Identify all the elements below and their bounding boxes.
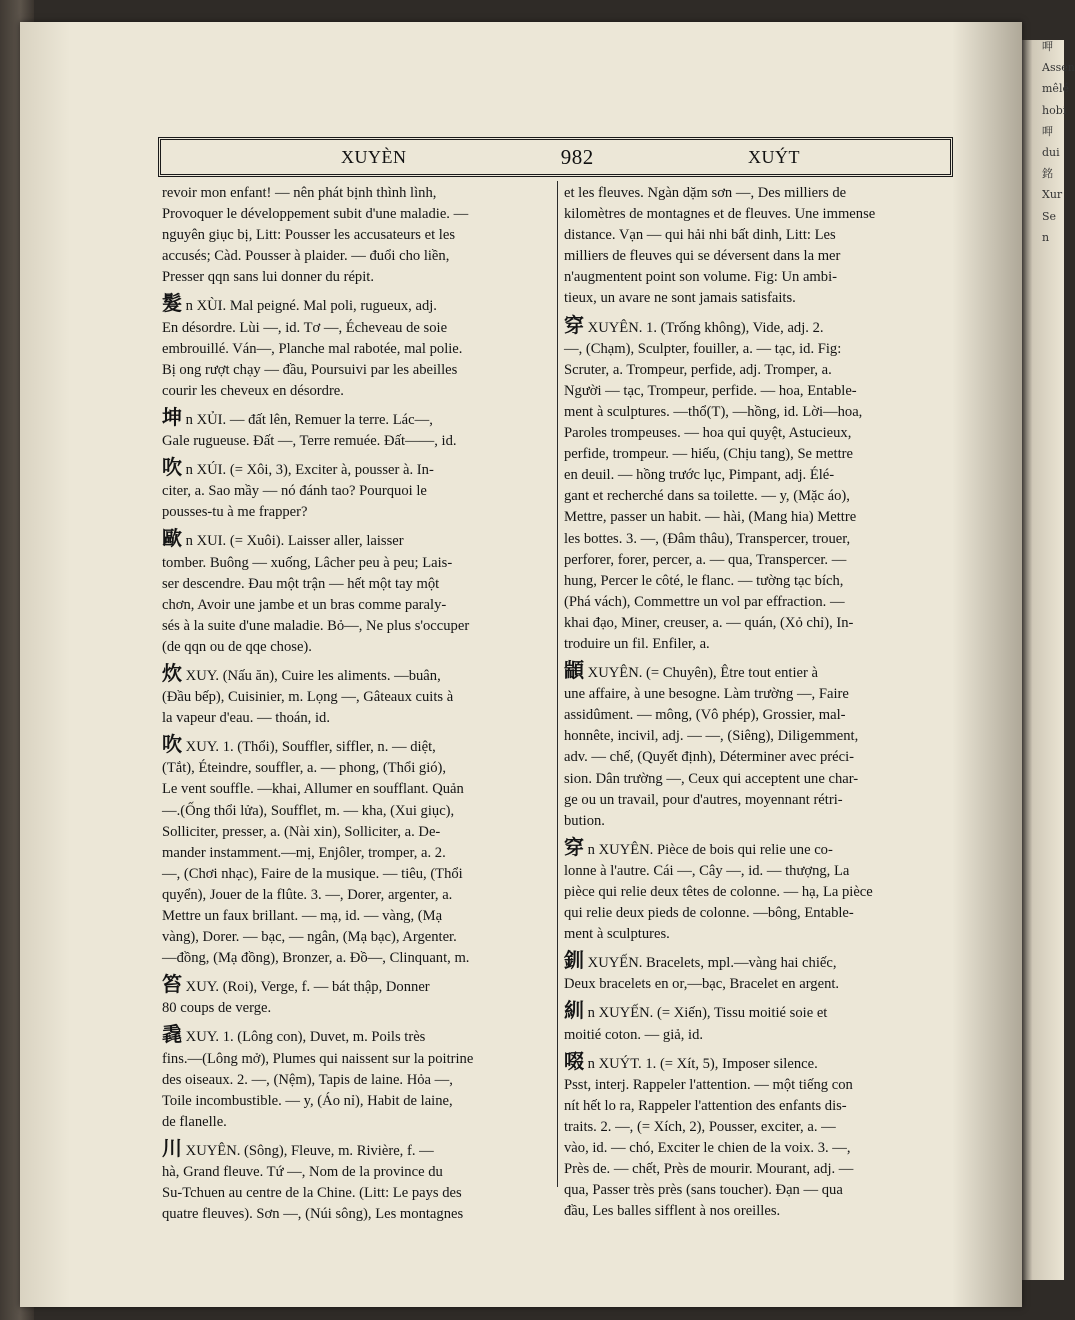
entry-text: En désordre. Lùi —, id. Tơ —, Écheveau de soie [162,319,448,336]
adjacent-page-fragment: Xur [1042,188,1063,202]
entry-line [564,903,957,924]
entry-line [162,183,555,204]
entry-text: citer, a. Sao mầy — nó đánh tao? Pourquoi le [162,483,427,500]
headword-character: 歐 [162,528,182,551]
entry-text: (Phá vách), Commettre un vol par effraction. — [564,593,845,610]
entry-text: pousses-tu à me frapper? [162,504,308,521]
entry-line [162,885,555,906]
headword-character: 笞 [162,974,182,997]
entry-text: kilomètres de montagnes et de fleuves. Une immense [564,206,876,223]
entry-text: qui relie deux pieds de colonne. —bông, Entable- [564,905,854,922]
dictionary-entry [564,1001,957,1045]
entry-line [162,998,555,1019]
entry-line [564,1117,957,1138]
entry-text: une affaire, à une besogne. Làm trường —, Faire [564,686,849,703]
entry-line [162,381,555,402]
entry-text: de flanelle. [162,1113,227,1130]
entry-text: nguyên giục bị, Litt: Pousser les accusateurs et les [162,227,456,244]
entry-text: distance. Vạn — qui hải nhi bất dinh, Litt: Les [564,227,836,244]
entry-line [564,974,957,995]
entry-line [564,1052,957,1075]
entry-line [162,864,555,885]
entry-text: 80 coups de verge. [162,1000,272,1017]
entry-text: moitié coton. — giả, id. [564,1026,704,1043]
entry-text: XUY. (Nấu ăn), Cuire les aliments. —buân, [185,667,441,684]
entry-text: n XÚI. (= Xôi, 3), Exciter à, pousser à. In- [185,462,434,479]
entry-line [162,843,555,864]
entry-text: Solliciter, presser, a. (Nài xin), Solliciter, a. De- [162,823,441,840]
entry-text: —đồng, (Mạ đồng), Bronzer, a. Đồ—, Clinquant, m. [162,950,470,967]
adjacent-page-fragment: dui [1042,145,1060,159]
entry-line [564,924,957,945]
dictionary-entry [162,975,555,1019]
entry-text: nít hết lo ra, Rappeler l'attention des enfants dis- [564,1097,847,1114]
headword-character: 吹 [162,734,182,757]
entry-line [564,705,957,726]
entry-text: les bottes. 3. —, (Đâm thâu), Transpercer, trouer, [564,530,851,547]
entry-line [162,779,555,800]
dictionary-entry [162,1025,555,1132]
entry-line [564,183,957,204]
entry-text: Le vent souffle. —khai, Allumer en soufflant. Quản [162,781,464,798]
entry-text: accusés; Càd. Pousser à plaider. — đuổi cho liền, [162,248,450,265]
entry-text: qua, Passer très près (sans toucher). Đạn — qua [564,1182,843,1199]
entry-text: fins.—(Lông mở), Plumes qui naissent sur la poitrine [162,1050,474,1067]
headword-character: 紃 [564,1000,584,1023]
page-number: 982 [560,144,594,169]
entry-text: Psst, interj. Rappeler l'attention. — một tiếng con [564,1076,853,1093]
entry-text: —.(Ống thổi lửa), Soufflet, m. — kha, (Xui giục), [162,802,455,819]
entry-line [162,294,555,317]
entry-text: Toile incombustible. — y, (Áo nỉ), Habit de laine, [162,1092,453,1109]
dictionary-entry [564,316,957,656]
entry-text: n XUYÊN. Pièce de bois qui relie une co- [587,841,833,858]
entry-text: chơn, Avoir une jambe et un bras comme paraly- [162,596,447,613]
adjacent-page-fragment: Se [1042,209,1057,223]
column-divider [557,181,558,1187]
entry-text: XUYÊN. 1. (Trống không), Vide, adj. 2. [587,319,824,336]
entry-text: la vapeur d'eau. — thoán, id. [162,710,330,727]
headword-character: 川 [162,1137,182,1160]
entry-text: Deux bracelets en or,—bạc, Bracelet en argent. [564,976,840,993]
entry-text: n'augmentent point son volume. Fig: Un ambi- [564,269,837,286]
entry-text: Mettre un faux brillant. — mạ, id. — vàng, (Mạ [162,908,443,924]
entry-text: bution. [564,812,605,829]
entry-line [564,402,957,423]
entry-line [162,408,555,431]
entry-line [162,204,555,225]
dictionary-entry [564,661,957,832]
adjacent-page-fragment: hobi [1042,103,1067,117]
entry-line [162,553,555,574]
dictionary-entry [162,183,555,288]
entry-line [162,574,555,595]
headword-character: 穿 [564,314,584,337]
entry-text: đầu, Les balles sifflent à nos oreilles. [564,1203,781,1220]
entry-text: lonne à l'autre. Cái —, Cây —, id. — thượng, La [564,862,850,879]
entry-text: n XUÝT. 1. (= Xít, 5), Imposer silence. [587,1055,818,1072]
entry-text: tieux, un avare ne sont jamais satisfaits. [564,290,796,307]
entry-text: XUYÊN. (= Chuyên), Être tout entier à [587,665,818,682]
entry-line [564,381,957,402]
entry-line [564,592,957,613]
headword-character: 吹 [162,457,182,480]
entry-line [564,486,957,507]
entry-text: n XUI. (= Xuôi). Laisser aller, laisser [185,533,404,550]
entry-text: n XỦI. — đất lên, Remuer la terre. Lác—, [185,411,433,428]
entry-line [162,758,555,779]
entry-line [162,595,555,616]
entry-text: Người — tạc, Trompeur, perfide. — hoa, Entable- [564,382,857,399]
entry-line [564,1096,957,1117]
entry-line [564,571,957,592]
entry-line [564,316,957,339]
entry-line [564,1180,957,1201]
entry-line [564,613,957,634]
entry-text: XUY. (Roi), Verge, f. — bát thập, Donner [185,979,430,996]
entry-line [162,1091,555,1112]
headword-character: 髮 [162,293,182,316]
entry-text: —, (Chơi nhạc), Faire de la musique. — tiêu, (Thổi [162,865,463,882]
entry-text: embrouillé. Ván—, Planche mal rabotée, mal polie. [162,340,463,357]
entry-line [162,225,555,246]
entry-text: —, (Chạm), Sculpter, fouiller, a. — tạc, id. Fig: [564,340,842,357]
entry-line [162,948,555,969]
entry-text: khai đạo, Miner, creuser, a. — quán, (Xỏ chỉ), In- [564,614,854,631]
entry-text: vào, id. — chó, Exciter le chien de la voix. 3. —, [564,1140,851,1157]
adjacent-page-fragment: Assen [1042,61,1075,75]
entry-line [564,465,957,486]
header-left-word: XUYÈN [341,146,407,167]
entry-line [564,634,957,655]
running-header [158,137,953,177]
entry-text: assidûment. — mông, (Vô phép), Grossier, mal- [564,707,846,724]
entry-text: Su-Tchuen au centre de la Chine. (Litt: Le pays des [162,1185,462,1202]
entry-text: pièce qui relie deux têtes de colonne. — hạ, La pièce [564,884,873,900]
entry-text: perforer, forer, percer, a. — qua, Transpercer. — [564,551,847,568]
entry-text: ge ou un travail, pour d'autres, moyennant rétri- [564,791,843,808]
entry-text: en deuil. — hồng trước lục, Pimpant, adj. Élé- [564,467,835,484]
entry-text: milliers de fleuves qui se déversent dans la mer [564,248,841,265]
entry-text: honnête, incivil, adj. — —, (Siêng), Diligemment, [564,728,859,745]
entry-line [162,431,555,452]
entry-line [162,616,555,637]
entry-line [162,1070,555,1091]
dictionary-entry [162,529,555,658]
entry-text: XUYÊN. (Sông), Fleuve, m. Rivière, f. — [185,1142,434,1159]
entry-line [162,1183,555,1204]
entry-text: Scruter, a. Trompeur, perfide, adj. Tromper, a. [564,361,832,378]
entry-text: (Đầu bếp), Cuisinier, m. Lọng —, Gâteaux cuits à [162,689,454,706]
entry-line [564,726,957,747]
entry-text: perfide, trompeur. — hiếu, (Chịu tang), Se mettre [564,446,853,463]
entry-text: XUY. 1. (Lông con), Duvet, m. Poils très [185,1029,426,1046]
entry-text: Bị ong rượt chạy — đầu, Poursuivi par les abeilles [162,361,458,378]
dictionary-entry [162,408,555,452]
entry-line [564,1138,957,1159]
entry-text: n XUYẾN. (= Xiến), Tissu moitié soie et [587,1005,828,1022]
headword-character: 毳 [162,1024,182,1047]
dictionary-entry [162,1139,555,1225]
entry-line [564,811,957,832]
entry-text: XUYẾN. Bracelets, mpl.—vàng hai chiếc, [587,955,837,972]
entry-line [162,664,555,687]
entry-line [162,708,555,729]
entry-line [162,1025,555,1048]
entry-text: traits. 2. —, (= Xích, 2), Pousser, exciter, a. — [564,1118,836,1135]
entry-text: Près de. — chết, Près de mourir. Mourant, adj. — [564,1161,854,1178]
adjacent-page-edge [1022,40,1075,1280]
entry-line [162,246,555,267]
entry-line [162,1139,555,1162]
dictionary-entry [564,838,957,945]
entry-line [162,1049,555,1070]
entry-line [564,769,957,790]
right-column [564,183,957,1228]
entry-line [564,339,957,360]
entry-line [162,975,555,998]
headword-character: 坤 [162,406,182,429]
entry-line [564,1159,957,1180]
dictionary-entry [162,664,555,729]
adjacent-page-fragment: n [1042,230,1050,244]
entry-text: et les fleuves. Ngàn dặm sơn —, Des milliers de [564,185,847,201]
entry-text: ment à sculptures. [564,926,670,943]
entry-text: ser descendre. Đau một trận — hết một tay một [162,575,440,592]
headword-character: 炊 [162,662,182,685]
entry-line [564,507,957,528]
entry-text: mander instamment.—mị, Enjôler, tromper, a. 2. [162,844,446,861]
entry-line [564,838,957,861]
entry-line [564,288,957,309]
entry-text: ment à sculptures. —thổ(T), —hồng, id. Lời—hoa, [564,403,863,420]
entry-line [162,502,555,523]
entry-line [564,1001,957,1024]
dictionary-entry [564,951,957,995]
entry-text: tomber. Buông — xuống, Lâcher peu à peu; Lais- [162,554,453,571]
entry-line [564,790,957,811]
entry-line [162,481,555,502]
left-column [162,183,555,1231]
entry-line [162,735,555,758]
dictionary-entry [162,458,555,523]
headword-character: 釧 [564,950,584,973]
entry-text: (Tắt), Éteindre, souffler, a. — phong, (Thổi gió), [162,760,447,777]
entry-text: (de qqn ou de qqe chose). [162,638,312,655]
entry-line [162,360,555,381]
entry-text: hung, Percer le côté, le flanc. — tường tạc bích, [564,572,844,589]
adjacent-page-fragment: 銘 [1042,167,1053,181]
dictionary-entry [162,735,555,969]
entry-text: troduire un fil. Enfiler, a. [564,635,710,652]
headword-character: 穿 [564,836,584,859]
dictionary-entry [564,1052,957,1223]
entry-text: revoir mon enfant! — nên phát bịnh thình lình, [162,185,437,201]
entry-line [564,951,957,974]
entry-line [162,267,555,288]
entry-line [564,1025,957,1046]
entry-line [564,529,957,550]
adjacent-page-fragment: mêlé [1042,82,1069,96]
entry-line [162,1204,555,1225]
entry-line [564,225,957,246]
adjacent-page-fragment: 呷 [1042,124,1053,138]
entry-line [564,882,957,903]
entry-line [162,529,555,552]
entry-line [564,661,957,684]
headword-character: 啜 [564,1050,584,1073]
entry-text: sion. Dân trường —, Ceux qui acceptent une char- [564,770,859,787]
dictionary-entry [162,294,555,401]
entry-text: Mettre, passer un habit. — hài, (Mang hia) Mettre [564,509,857,526]
entry-line [564,423,957,444]
headword-character: 顓 [564,660,584,683]
entry-text: quatre fleuves). Sơn —, (Núi sông), Les montagnes [162,1206,464,1223]
entry-line [564,204,957,225]
entry-text: n XÙI. Mal peigné. Mal poli, rugueux, adj. [185,298,437,315]
entry-text: courir les cheveux en désordre. [162,382,344,399]
entry-text: sés à la suite d'une maladie. Bỏ—, Ne plus s'occuper [162,617,470,634]
entry-line [162,822,555,843]
entry-line [162,458,555,481]
entry-text: hà, Grand fleuve. Tứ —, Nom de la province du [162,1164,443,1181]
entry-text: quyển), Jouer de la flûte. 3. —, Dorer, argenter, a. [162,886,453,903]
header-right-word: XUÝT [748,146,800,167]
entry-text: adv. — chế, (Quyết định), Déterminer avec préci- [564,749,854,766]
entry-line [162,801,555,822]
entry-line [564,246,957,267]
entry-line [162,1162,555,1183]
entry-text: Paroles trompeuses. — hoa quỉ quyệt, Astucieux, [564,425,852,442]
entry-text: Gale rugueuse. Đất —, Terre remuée. Đất——, id. [162,433,457,450]
entry-text: Presser qqn sans lui donner du répit. [162,269,374,286]
adjacent-page-fragment: 呷 [1042,40,1053,53]
entry-line [564,747,957,768]
entry-text: gant et recherché dans sa toilette. — y, (Mặc áo), [564,488,850,505]
entry-text: Provoquer le développement subit d'une maladie. — [162,206,469,223]
entry-line [162,637,555,658]
entry-line [564,550,957,571]
entry-line [162,1112,555,1133]
entry-line [162,339,555,360]
entry-line [564,684,957,705]
entry-line [162,906,555,927]
entry-line [162,318,555,339]
entry-line [564,1075,957,1096]
dictionary-entry [564,183,957,310]
entry-text: XUY. 1. (Thổi), Souffler, siffler, n. — diệt, [185,739,436,756]
entry-text: vàng), Dorer. — bạc, — ngân, (Mạ bạc), Argenter. [162,929,457,946]
entry-line [162,687,555,708]
entry-line [162,927,555,948]
entry-line [564,861,957,882]
entry-text: des oiseaux. 2. —, (Nệm), Tapis de laine. Hỏa —, [162,1071,453,1088]
entry-line [564,444,957,465]
entry-line [564,360,957,381]
entry-line [564,267,957,288]
entry-line [564,1201,957,1222]
